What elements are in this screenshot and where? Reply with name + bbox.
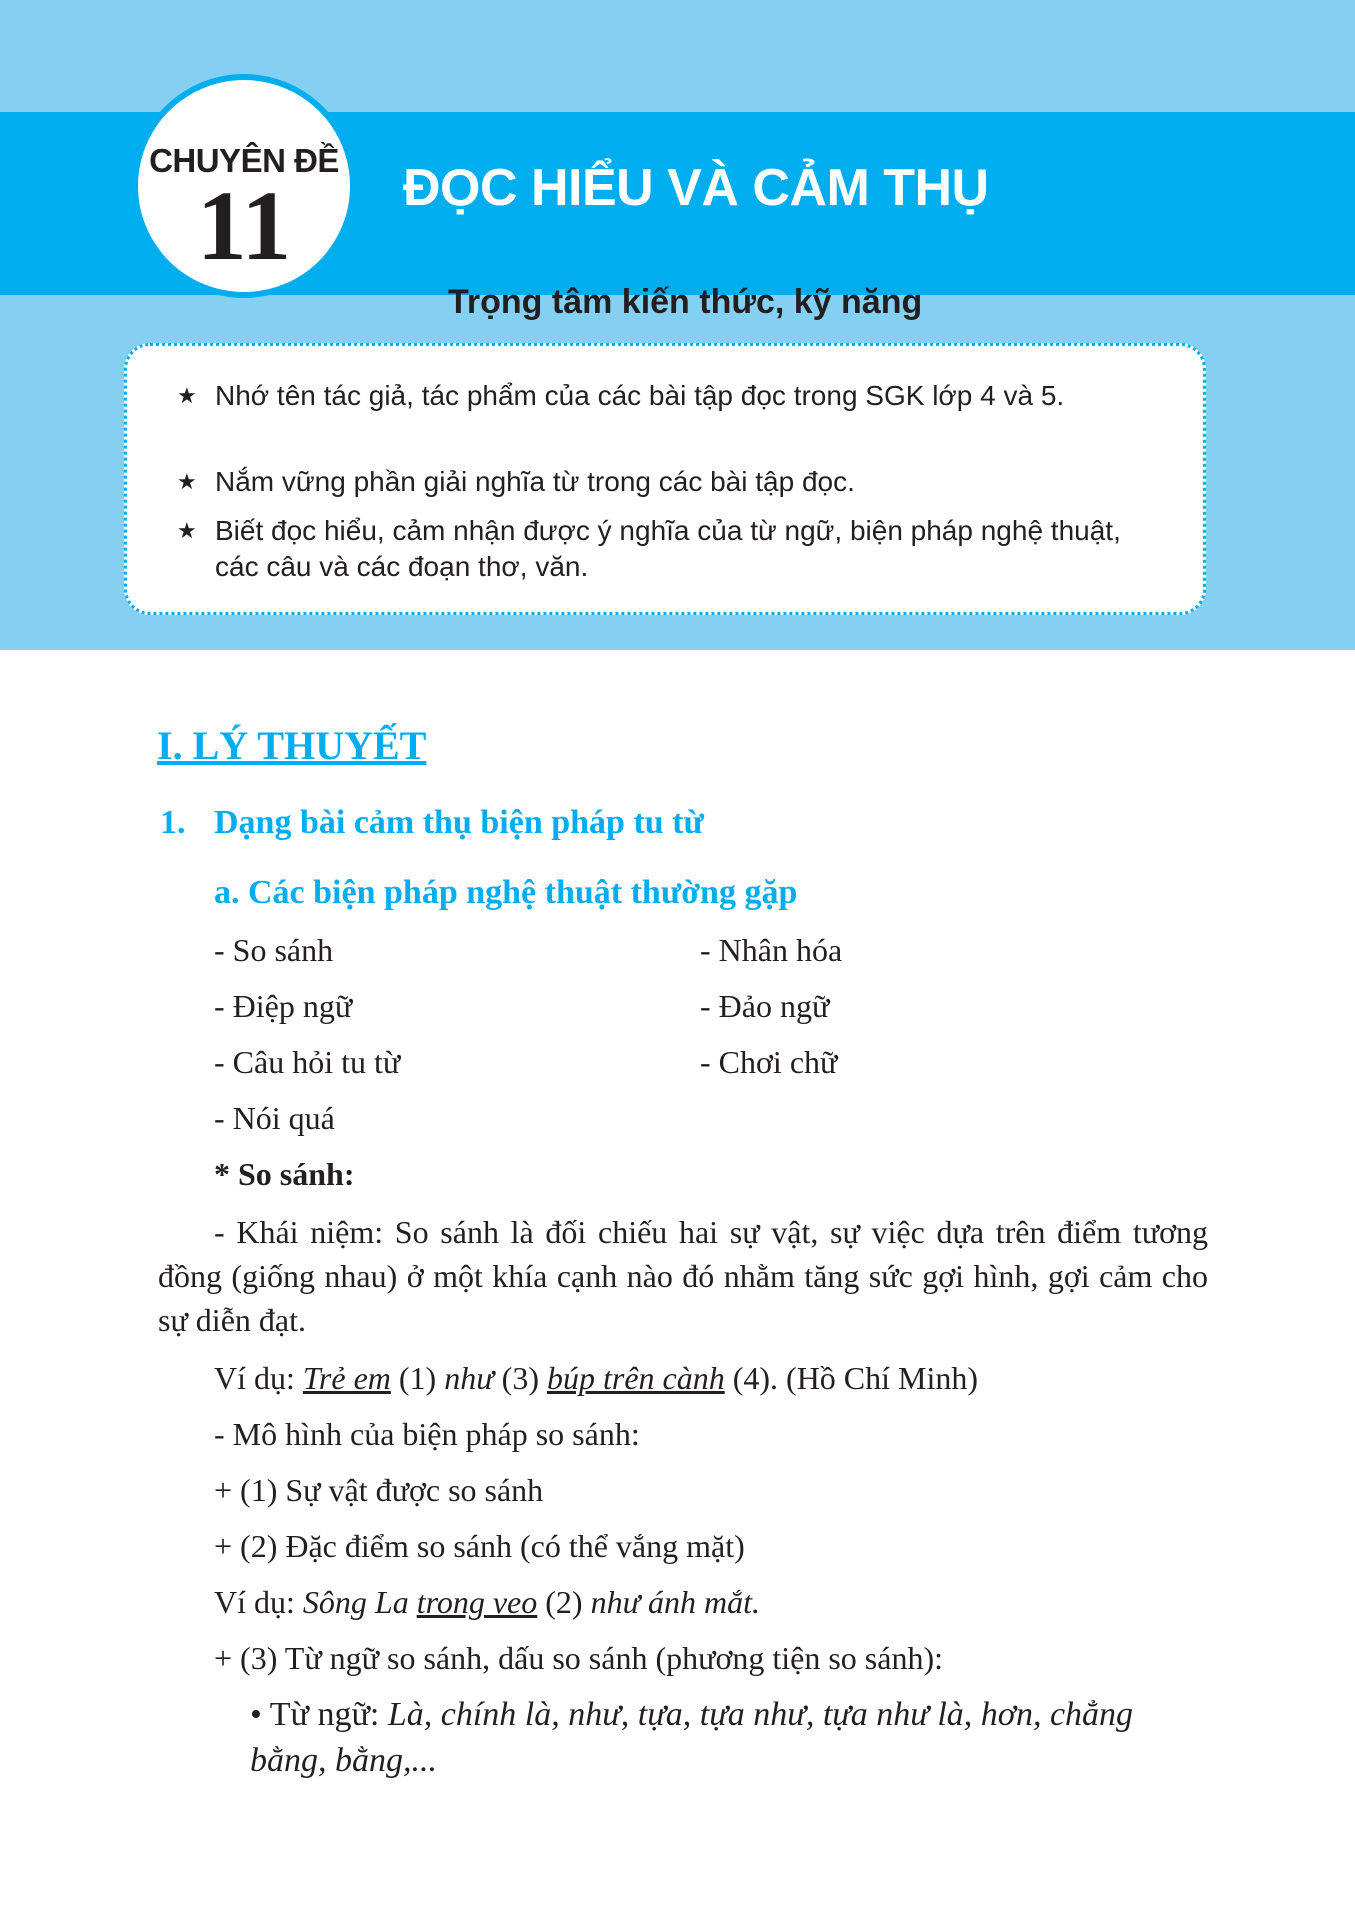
example-term: trong veo (416, 1584, 538, 1620)
subsection-heading (160, 804, 704, 842)
bullet-item (250, 1692, 1210, 1784)
model-item: + (1) Sự vật được so sánh (214, 1472, 544, 1508)
badge-label: CHUYÊN ĐỀ (149, 142, 339, 179)
key-point-text: Nhớ tên tác giả, tác phẩm của các bài tập đọc trong SGK lớp 4 và 5. (215, 380, 1065, 411)
example-mark: (1) (390, 1360, 445, 1396)
example-term: như ánh mắt. (590, 1584, 761, 1620)
example-term: búp trên cành (546, 1360, 725, 1396)
star-icon: ★ (177, 383, 197, 408)
example-1 (214, 1356, 978, 1400)
subsection-number: 1. (160, 804, 186, 841)
example-label: Ví dụ: (214, 1360, 303, 1396)
technique-item: - Nói quá (214, 1100, 335, 1136)
example-label: Ví dụ: (214, 1584, 303, 1620)
key-point (177, 464, 1157, 500)
subsection-a-heading: a. Các biện pháp nghệ thuật thường gặp (214, 874, 798, 911)
key-point (177, 513, 1157, 585)
key-points-box (124, 343, 1206, 615)
model-item: + (2) Đặc điểm so sánh (có thể vắng mặt) (214, 1528, 745, 1564)
so-sanh-heading: * So sánh: (214, 1156, 355, 1192)
technique-item: - Đảo ngữ (700, 988, 830, 1024)
section-heading: I. LÝ THUYẾT (157, 723, 427, 768)
definition-paragraph: - Khái niệm: So sánh là đối chiếu hai sự vật, sự việc dựa trên điểm tương đồng (giống nhau) ở một khía cạnh nào đó nhằm tăng sức gợi hình, gợi cảm cho sự diễn đạt. (158, 1214, 1208, 1338)
example-term: như (444, 1360, 494, 1396)
technique-item: - Câu hỏi tu từ (214, 1044, 401, 1080)
example-mark: (2) (537, 1584, 591, 1620)
example-mark: (3) (493, 1360, 547, 1396)
example-mark: (4). (Hồ Chí Minh) (724, 1360, 979, 1396)
key-point-text: Biết đọc hiểu, cảm nhận được ý nghĩa của từ ngữ, biện pháp nghệ thuật, các câu và các đoạn thơ, văn. (215, 515, 1121, 582)
technique-item: - So sánh (214, 932, 334, 968)
technique-item: - Điệp ngữ (214, 988, 353, 1024)
technique-item: - Nhân hóa (700, 932, 843, 968)
example-2 (214, 1580, 760, 1624)
chapter-badge (132, 74, 356, 298)
star-icon: ★ (177, 518, 197, 543)
star-icon: ★ (177, 469, 197, 494)
model-heading: - Mô hình của biện pháp so sánh: (214, 1416, 640, 1452)
example-term: Sông La (302, 1584, 417, 1620)
model-item: + (3) Từ ngữ so sánh, dấu so sánh (phương tiện so sánh): (214, 1640, 943, 1676)
technique-item: - Chơi chữ (700, 1044, 838, 1080)
page-subtitle: Trọng tâm kiến thức, kỹ năng (448, 283, 923, 321)
page-title: ĐỌC HIỂU VÀ CẢM THỤ (403, 159, 989, 217)
example-term: Trẻ em (302, 1360, 391, 1396)
key-point-text: Nắm vững phần giải nghĩa từ trong các bài tập đọc. (215, 466, 855, 497)
bullet-label: • Từ ngữ: (250, 1696, 388, 1733)
key-point (177, 378, 1157, 414)
badge-number: 11 (196, 170, 292, 281)
bullet-words: Là, chính là, như, tựa, tựa như, tựa như là, hơn, chẳng bằng, bằng,... (250, 1696, 1134, 1779)
subsection-title: Dạng bài cảm thụ biện pháp tu từ (214, 804, 704, 841)
